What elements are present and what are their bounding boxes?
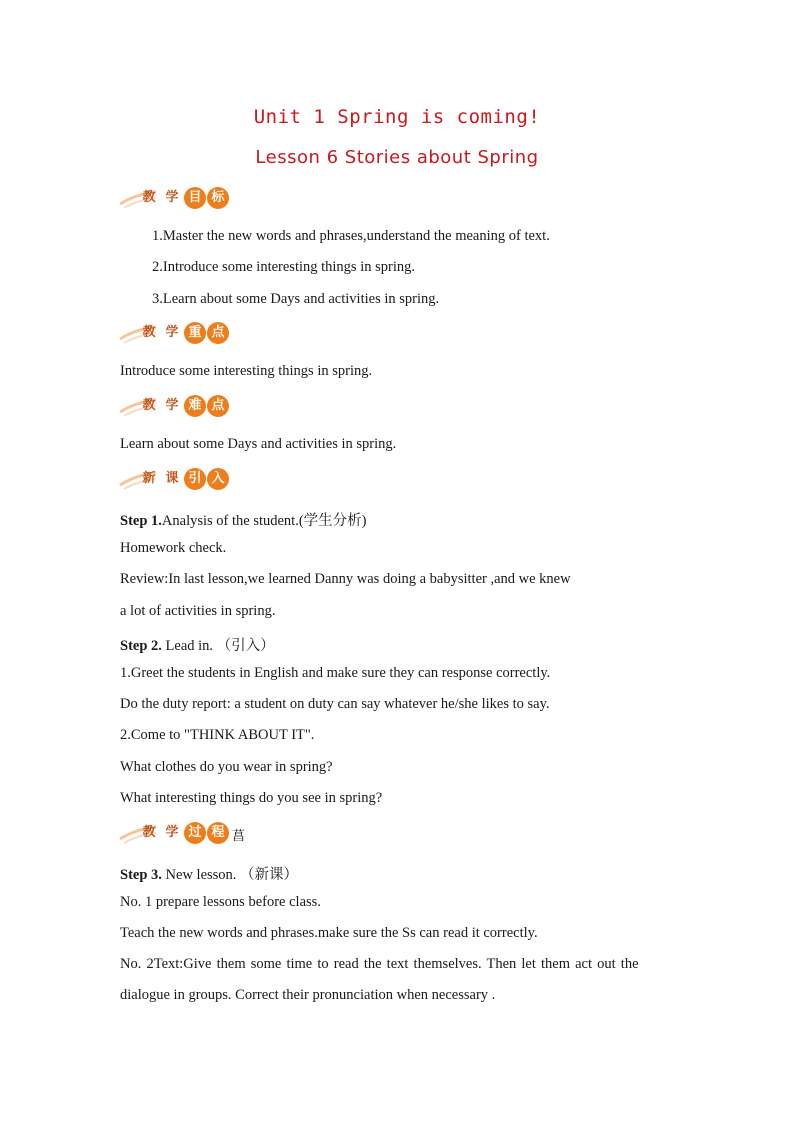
review-line: Review:In last lesson,we learned Danny was doing a babysitter ,and we knew	[120, 571, 571, 587]
badge-char: 点	[207, 322, 229, 344]
badge-char: 学	[165, 825, 179, 840]
objective-item: 1.Master the new words and phrases,understand the meaning of text.	[152, 228, 550, 244]
step-3	[120, 863, 298, 884]
step-text: New lesson. （新课）	[161, 867, 299, 883]
key-points-text: Introduce some interesting things in spring.	[120, 363, 373, 379]
badge-char: 学	[165, 190, 179, 205]
badge-extra-char: 菖	[232, 829, 246, 844]
text-line: What clothes do you wear in spring?	[120, 759, 333, 775]
step-label: Step 1.	[120, 513, 162, 529]
difficulties-badge	[118, 394, 228, 420]
text-line: Teach the new words and phrases.make sure the Ss can read it correctly.	[120, 925, 538, 941]
step-label: Step 2.	[120, 638, 162, 654]
objective-item: 2.Introduce some interesting things in spring.	[152, 259, 415, 275]
badge-char: 过	[184, 822, 206, 844]
badge-char: 学	[165, 398, 179, 413]
step-text: Analysis of the student.(学生分析)	[161, 513, 367, 529]
badge-char: 引	[184, 468, 206, 490]
text-line: Do the duty report: a student on duty can say whatever he/she likes to say.	[120, 696, 550, 712]
text-line: 2.Come to "THINK ABOUT IT".	[120, 727, 315, 743]
step-2	[120, 634, 275, 655]
badge-char: 入	[207, 468, 229, 490]
badge-char: 重	[184, 322, 206, 344]
step-1	[120, 509, 367, 530]
objective-item: 3.Learn about some Days and activities in spring.	[152, 291, 440, 307]
text-line: No. 2Text:Give them some time to read the text themselves. Then let them act out the	[120, 956, 639, 972]
badge-char: 目	[184, 187, 206, 209]
badge-char: 教	[142, 398, 156, 413]
lesson-title: Lesson 6 Stories about Spring	[255, 147, 539, 168]
objectives-badge	[118, 186, 228, 212]
unit-title: Unit 1 Spring is coming!	[253, 106, 541, 128]
text-line: What interesting things do you see in spring?	[120, 790, 383, 806]
step-text: Lead in. （引入）	[161, 638, 275, 654]
badge-char: 教	[142, 825, 156, 840]
badge-char: 新	[142, 471, 156, 486]
badge-char: 标	[207, 187, 229, 209]
text-line: No. 1 prepare lessons before class.	[120, 894, 321, 910]
text-line: dialogue in groups. Correct their pronunciation when necessary .	[120, 987, 496, 1003]
review-line: a lot of activities in spring.	[120, 603, 276, 619]
step-label: Step 3.	[120, 867, 162, 883]
text-line: 1.Greet the students in English and make sure they can response correctly.	[120, 665, 551, 681]
introduction-badge	[118, 467, 228, 493]
badge-char: 课	[165, 471, 179, 486]
process-badge	[118, 821, 258, 847]
badge-char: 学	[165, 325, 179, 340]
key-points-badge	[118, 321, 228, 347]
badge-char: 难	[184, 395, 206, 417]
homework-line: Homework check.	[120, 540, 227, 556]
badge-char: 教	[142, 190, 156, 205]
badge-char: 程	[207, 822, 229, 844]
difficulties-text: Learn about some Days and activities in spring.	[120, 436, 397, 452]
badge-char: 点	[207, 395, 229, 417]
badge-char: 教	[142, 325, 156, 340]
